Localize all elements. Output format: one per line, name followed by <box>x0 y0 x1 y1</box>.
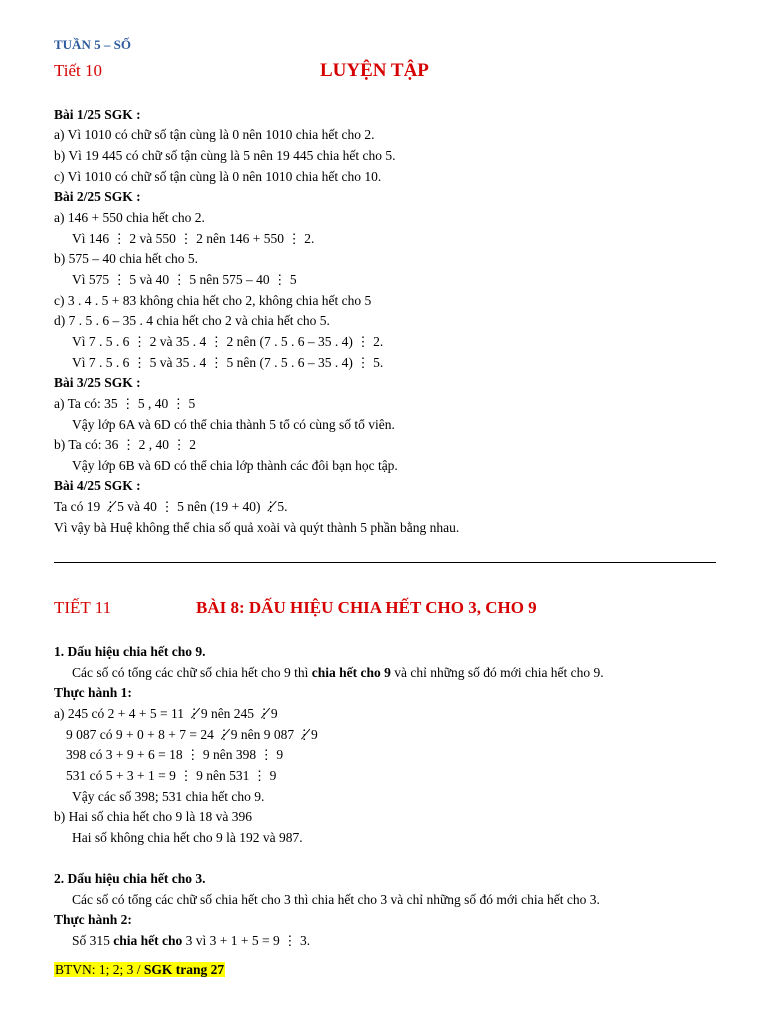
practice1-line: 531 có 5 + 3 + 1 = 9 ⋮ 9 nên 531 ⋮ 9 <box>66 768 277 783</box>
bai3-title: Bài 3/25 SGK : <box>54 375 141 390</box>
homework-prefix: BTVN: 1; 2; 3 / <box>55 962 144 977</box>
section-divider <box>54 562 716 563</box>
lesson-10-title: LUYỆN TẬP <box>320 60 429 81</box>
bai3-line: a) Ta có: 35 ⋮ 5 , 40 ⋮ 5 <box>54 396 196 411</box>
bai2-title: Bài 2/25 SGK : <box>54 189 141 204</box>
homework-line <box>54 961 225 979</box>
part1-text <box>72 664 604 682</box>
bai3-line: Vậy lớp 6A và 6D có thể chia thành 5 tổ có cùng số tổ viên. <box>72 417 395 432</box>
bai2-line: Vì 7 . 5 . 6 ⋮ 5 và 35 . 4 ⋮ 5 nên (7 . 5 . 6 – 35 . 4) ⋮ 5. <box>72 355 384 370</box>
practice1-line: b) Hai số chia hết cho 9 là 18 và 396 <box>54 809 252 824</box>
week-label: TUẦN 5 – SỐ <box>54 37 131 52</box>
practice2-text-bold: chia hết cho <box>113 933 183 948</box>
practice2-text <box>72 932 310 950</box>
bai4-line: Vì vậy bà Huệ không thể chia số quả xoài và quýt thành 5 phần bằng nhau. <box>54 520 460 535</box>
practice1-line: 9 087 có 9 + 0 + 8 + 7 = 24 ⋮̸9 nên 9 087 ⋮̸9 <box>66 727 318 742</box>
bai1-title: Bài 1/25 SGK : <box>54 107 141 122</box>
part1-text-a: Các số có tổng các chữ số chia hết cho 9 thì <box>72 665 312 680</box>
practice1-line: Hai số không chia hết cho 9 là 192 và 987. <box>72 830 303 845</box>
part1-text-c: và chỉ những số đó mới chia hết cho 9. <box>390 665 604 680</box>
practice2-title: Thực hành 2: <box>54 912 132 927</box>
practice2-text-c: 3 vì 3 + 1 + 5 = 9 ⋮ 3. <box>182 933 311 948</box>
bai4-title: Bài 4/25 SGK : <box>54 478 141 493</box>
practice2-text-a: Số 315 <box>72 933 114 948</box>
homework-reference: SGK trang 27 <box>143 962 225 977</box>
bai2-line: Vì 7 . 5 . 6 ⋮ 2 và 35 . 4 ⋮ 2 nên (7 . 5 . 6 – 35 . 4) ⋮ 2. <box>72 334 384 349</box>
lesson-11-title: BÀI 8: DẤU HIỆU CHIA HẾT CHO 3, CHO 9 <box>196 598 537 617</box>
bai2-line: Vì 146 ⋮ 2 và 550 ⋮ 2 nên 146 + 550 ⋮ 2. <box>72 231 315 246</box>
part2-text: Các số có tổng các chữ số chia hết cho 3 thì chia hết cho 3 và chỉ những số đó mới chia hết cho 3. <box>72 892 600 907</box>
bai2-line: Vì 575 ⋮ 5 và 40 ⋮ 5 nên 575 – 40 ⋮ 5 <box>72 272 297 287</box>
bai1-line: c) Vì 1010 có chữ số tận cùng là 0 nên 1010 chia hết cho 10. <box>54 169 382 184</box>
lesson-10-label: Tiết 10 <box>54 61 103 80</box>
lesson-11-label: TIẾT 11 <box>54 598 112 617</box>
bai2-line: a) 146 + 550 chia hết cho 2. <box>54 210 205 225</box>
bai3-line: Vậy lớp 6B và 6D có thể chia lớp thành các đôi bạn học tập. <box>72 458 398 473</box>
bai1-line: b) Vì 19 445 có chữ số tận cùng là 5 nên 19 445 chia hết cho 5. <box>54 148 396 163</box>
part1-title: 1. Dấu hiệu chia hết cho 9. <box>54 644 206 659</box>
bai2-line: c) 3 . 4 . 5 + 83 không chia hết cho 2, không chia hết cho 5 <box>54 293 372 308</box>
practice1-line: 398 có 3 + 9 + 6 = 18 ⋮ 9 nên 398 ⋮ 9 <box>66 747 284 762</box>
practice1-line: Vậy các số 398; 531 chia hết cho 9. <box>72 789 265 804</box>
bai1-line: a) Vì 1010 có chữ số tận cùng là 0 nên 1010 chia hết cho 2. <box>54 127 375 142</box>
bai2-line: b) 575 – 40 chia hết cho 5. <box>54 251 198 266</box>
bai3-line: b) Ta có: 36 ⋮ 2 , 40 ⋮ 2 <box>54 437 197 452</box>
bai2-line: d) 7 . 5 . 6 – 35 . 4 chia hết cho 2 và chia hết cho 5. <box>54 313 330 328</box>
practice1-line: a) 245 có 2 + 4 + 5 = 11 ⋮̸9 nên 245 ⋮̸9 <box>54 706 278 721</box>
part2-title: 2. Dấu hiệu chia hết cho 3. <box>54 871 206 886</box>
homework-highlight <box>54 962 225 977</box>
part1-text-bold: chia hết cho 9 <box>311 665 391 680</box>
practice1-title: Thực hành 1: <box>54 685 132 700</box>
bai4-line: Ta có 19 ⋮̸5 và 40 ⋮ 5 nên (19 + 40) ⋮̸5. <box>54 499 288 514</box>
